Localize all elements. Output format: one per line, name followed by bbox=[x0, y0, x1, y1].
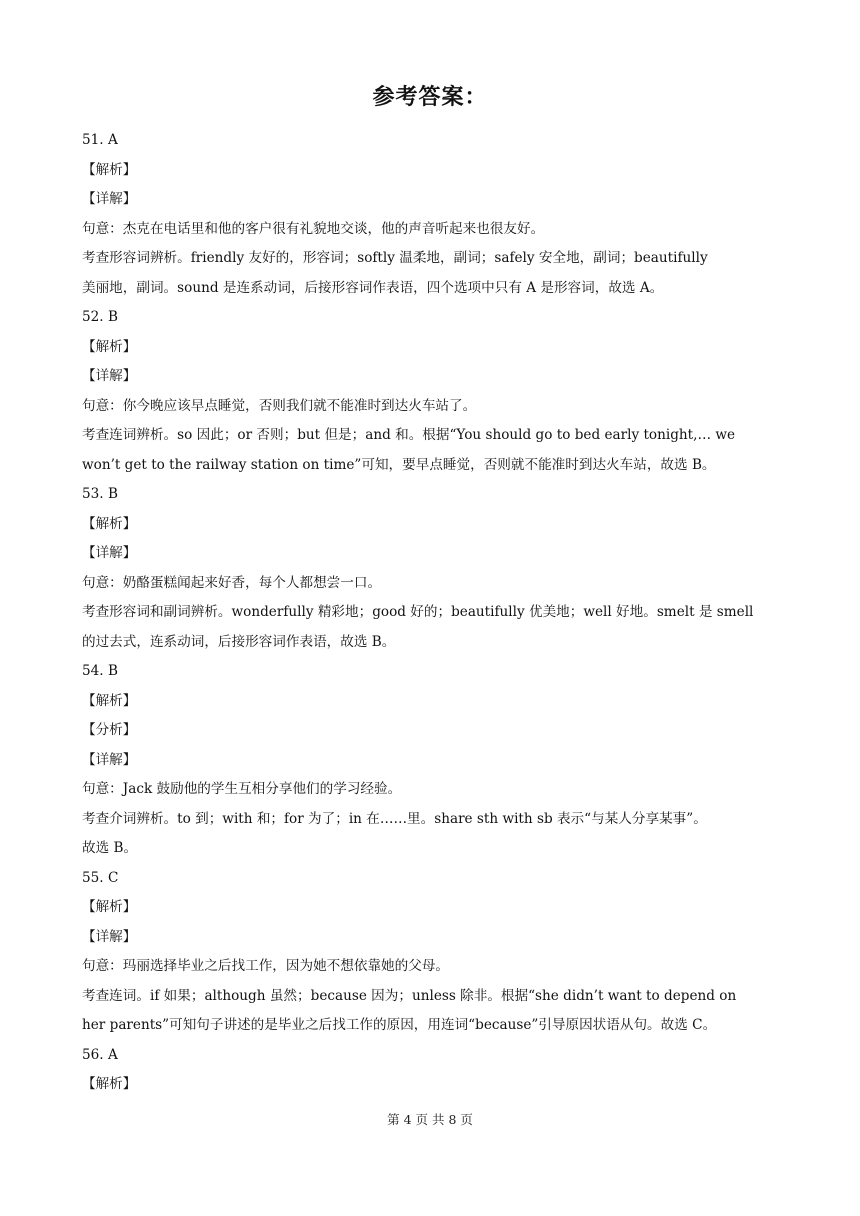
answer-line: 52. B bbox=[82, 309, 118, 325]
answer-line: 考查介词辨析。to 到；with 和；for 为了；in 在……里。share sth with sb 表示“与某人分享某事”。 bbox=[82, 810, 707, 827]
answer-line: 【详解】 bbox=[82, 368, 137, 384]
answer-line: 句意：你今晚应该早点睡觉，否则我们就不能准时到达火车站了。 bbox=[82, 397, 477, 414]
answer-line: 55. C bbox=[82, 869, 119, 886]
answer-line: 【详解】 bbox=[82, 545, 137, 561]
answer-line: 考查连词辨析。so 因此；or 否则；but 但是；and 和。根据“You should go to bed early tonight,… we bbox=[82, 427, 736, 443]
answer-line: 【详解】 bbox=[82, 928, 137, 945]
answer-content bbox=[82, 126, 782, 1100]
answer-line: 【详解】 bbox=[82, 191, 137, 207]
answer-line: 故选 B。 bbox=[82, 840, 138, 856]
page-title: 参考答案： bbox=[372, 85, 488, 110]
answer-line: 【解析】 bbox=[82, 692, 137, 709]
answer-line: 【分析】 bbox=[82, 722, 137, 738]
answer-line: 考查形容词辨析。friendly 友好的，形容词；softly 温柔地，副词；safely 安全地，副词；beautifully bbox=[82, 250, 708, 266]
answer-line: 【解析】 bbox=[82, 161, 137, 178]
answer-line: 54. B bbox=[82, 663, 118, 679]
answer-line: 句意：杰克在电话里和他的客户很有礼貌地交谈，他的声音听起来也很友好。 bbox=[82, 220, 545, 237]
answer-line: her parents”可知句子讲述的是毕业之后找工作的原因，用连词“because”引导原因状语从句。故选 C。 bbox=[82, 1017, 717, 1033]
answer-line: won’t get to the railway station on time”可知，要早点睡觉，否则就不能准时到达火车站，故选 B。 bbox=[82, 456, 716, 473]
page-footer: 第 4 页 共 8 页 bbox=[387, 1112, 473, 1127]
answer-line: 53. B bbox=[82, 486, 118, 502]
answer-line: 句意：玛丽选择毕业之后找工作，因为她不想依靠她的父母。 bbox=[82, 958, 450, 974]
answer-line: 【解析】 bbox=[82, 1076, 137, 1092]
answer-line: 考查形容词和副词辨析。wonderfully 精彩地；good 好的；beautifully 优美地；well 好地。smelt 是 smell bbox=[82, 604, 754, 620]
answer-line: 【详解】 bbox=[82, 751, 137, 768]
answer-line: 51. A bbox=[82, 132, 118, 148]
answer-line: 56. A bbox=[82, 1046, 118, 1063]
answer-line: 【解析】 bbox=[82, 338, 137, 355]
answer-line: 【解析】 bbox=[82, 899, 137, 915]
answer-line: 考查连词。if 如果；although 虽然；because 因为；unless 除非。根据“she didn’t want to depend on bbox=[82, 987, 737, 1004]
answer-line: 美丽地，副词。sound 是连系动词，后接形容词作表语，四个选项中只有 A 是形容词，故选 A。 bbox=[82, 279, 664, 296]
answer-line: 【解析】 bbox=[82, 515, 137, 532]
answer-line: 的过去式，连系动词，后接形容词作表语，故选 B。 bbox=[82, 633, 396, 650]
answer-line: 句意：奶酪蛋糕闻起来好香，每个人都想尝一口。 bbox=[82, 574, 382, 591]
answer-line: 句意：Jack 鼓励他的学生互相分享他们的学习经验。 bbox=[82, 781, 402, 797]
